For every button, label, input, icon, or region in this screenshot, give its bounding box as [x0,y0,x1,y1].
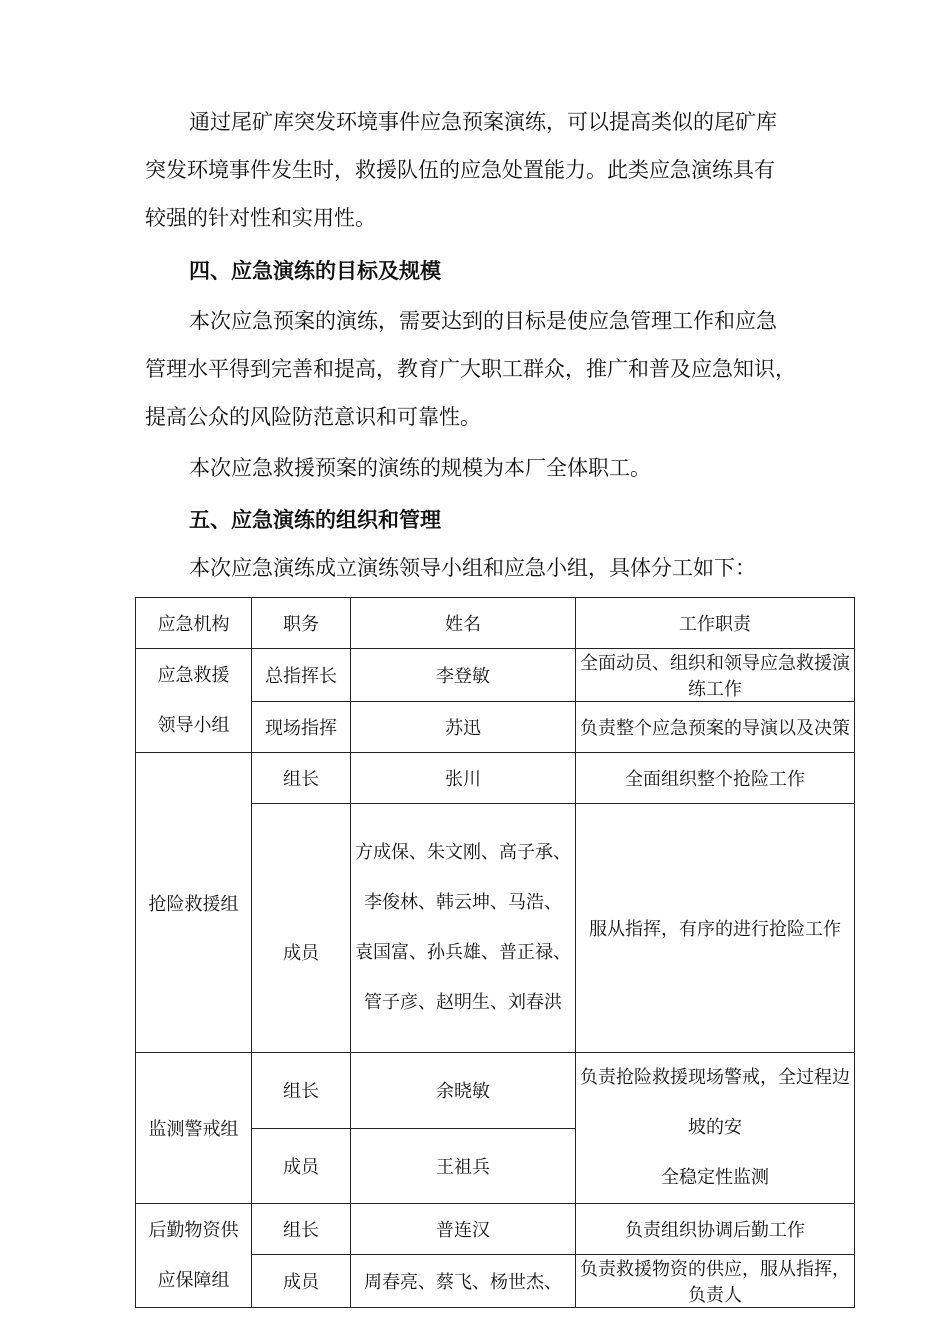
role-cell: 组长 [252,753,351,804]
role-cell: 成员 [252,1128,351,1204]
duty-cell: 全面组织整个抢险工作 [576,753,855,804]
table-row [136,1053,855,1129]
section4-paragraph-2 [145,444,817,492]
duty-cell: 全面动员、组织和领导应急救援演练工作 [576,649,855,702]
organization-table [135,597,855,1308]
section4-heading: 四、应急演练的目标及规模 [189,259,441,283]
org-rescue: 抢险救援组 [136,753,252,1053]
role-cell: 成员 [252,1255,351,1308]
names-line: 李俊林、韩云坤、马浩、 [364,892,562,913]
header-role: 职务 [252,598,351,649]
role-cell: 组长 [252,1053,351,1129]
names-line: 管子彦、赵明生、刘春洪 [364,992,562,1013]
intro-line-3: 较强的针对性和实用性。 [145,206,376,230]
intro-line-1: 通过尾矿库突发环境事件应急预案演练，可以提高类似的尾矿库 [189,110,777,134]
header-name: 姓名 [351,598,576,649]
duty-cell: 负责整个应急预案的导演以及决策 [576,702,855,753]
name-cell: 李登敏 [351,649,576,702]
role-cell: 组长 [252,1204,351,1255]
org-logistics-line-2: 应保障组 [157,1269,230,1291]
header-duty: 工作职责 [576,598,855,649]
org-leadership [136,649,252,753]
section5-intro-text: 本次应急演练成立演练领导小组和应急小组，具体分工如下： [189,556,756,580]
org-leadership-line-2: 领导小组 [157,714,230,736]
name-cell: 周春亮、蔡飞、杨世杰、 [351,1255,576,1308]
role-cell: 现场指挥 [252,702,351,753]
section4-p1-line-3: 提高公众的风险防范意识和可靠性。 [145,405,481,429]
intro-paragraph [145,98,817,242]
name-cell: 普连汉 [351,1204,576,1255]
table-header-row [136,598,855,649]
org-leadership-line-1: 应急救援 [157,664,230,686]
name-cell: 张川 [351,753,576,804]
role-cell: 成员 [252,804,351,1053]
names-line: 方成保、朱文刚、高子承、 [355,842,571,863]
section4-p1-line-2: 管理水平得到完善和提高，教育广大职工群众，推广和普及应急知识， [145,357,796,381]
section4-p1-line-1: 本次应急预案的演练，需要达到的目标是使应急管理工作和应急 [189,309,777,333]
section5-intro [145,544,817,592]
duty-cell: 服从指挥，有序的进行抢险工作 [576,804,855,1053]
duty-cell [576,1053,855,1204]
table-row [136,1204,855,1255]
header-org: 应急机构 [136,598,252,649]
intro-line-2: 突发环境事件发生时，救援队伍的应急处置能力。此类应急演练具有 [145,158,775,182]
duty-cell: 负责组织协调后勤工作 [576,1204,855,1255]
role-cell: 总指挥长 [252,649,351,702]
table-row [136,753,855,804]
names-line: 袁国富、孙兵雄、普正禄、 [355,942,571,963]
duty-line: 负责抢险救援现场警戒，全过程边坡的安 [580,1067,850,1138]
org-monitor: 监测警戒组 [136,1053,252,1204]
name-cell: 苏迅 [351,702,576,753]
section5-heading: 五、应急演练的组织和管理 [189,508,441,532]
org-logistics-line-1: 后勤物资供 [148,1219,239,1241]
duty-cell: 负责救援物资的供应，服从指挥，负责人 [576,1255,855,1308]
name-cell: 余晓敏 [351,1053,576,1129]
org-logistics [136,1204,252,1308]
section4-paragraph-1 [145,297,817,441]
table-row [136,649,855,702]
section4-p2-text: 本次应急救援预案的演练的规模为本厂全体职工。 [189,456,651,480]
name-cell: 王祖兵 [351,1128,576,1204]
duty-line: 全稳定性监测 [661,1167,769,1188]
names-cell [351,804,576,1053]
